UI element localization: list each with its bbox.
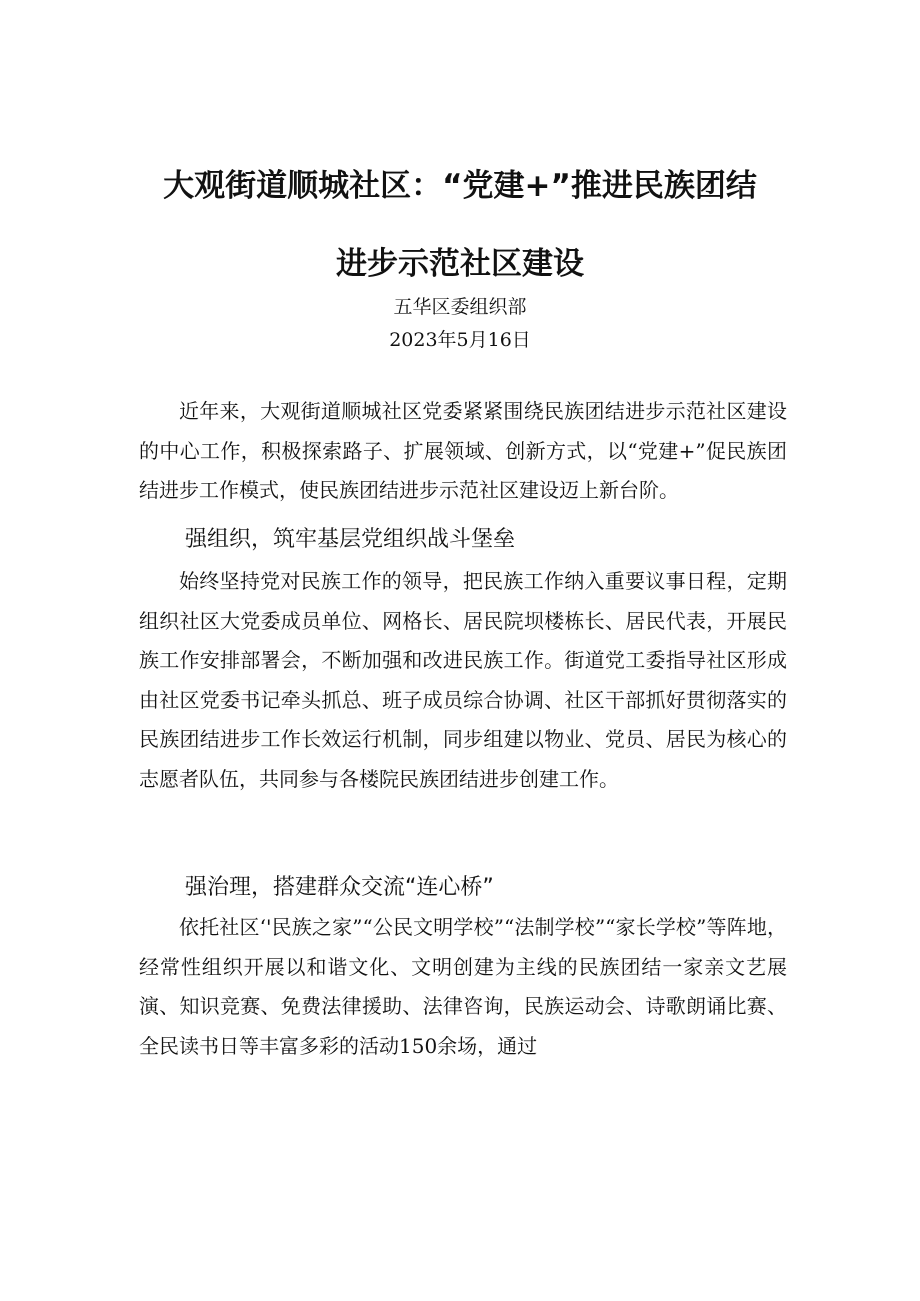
section-paragraph: 始终坚持党对民族工作的领导，把民族工作纳入重要议事日程，定期组织社区大党委成员单位、网格长、居民院坝楼栋长、居民代表，开展民族工作安排部署会，不断加强和改进民族工作。街道党工委指导社区形成由社区党委书记牵头抓总、班子成员综合协调、社区干部抓好贯彻落实的民族团结进步工作长效运行机制，同步组建以物业、党员、居民为核心的志愿者队伍，共同参与各楼院民族团结进步创建工作。: [139, 569, 787, 791]
section-heading: 强组织，筑牢基层党组织战斗堡垒: [185, 527, 516, 552]
title-line-2: 进步示范社区建设: [336, 246, 584, 282]
intro-paragraph: 近年来，大观街道顺城社区党委紧紧围绕民族团结进步示范社区建设的中心工作，积极探索路子、扩展领域、创新方式，以“党建+”促民族团结进步工作模式，使民族团结进步示范社区建设迈上新台阶。: [139, 399, 787, 502]
title-line-1: 大观街道顺城社区：“党建+”推进民族团结: [163, 168, 757, 204]
publish-date: 2023年5月16日: [389, 329, 531, 351]
author: 五华区委组织部: [393, 296, 527, 318]
section-heading: 强治理，搭建群众交流“连心桥”: [185, 875, 494, 900]
section-paragraph: 依托社区‘'民族之家”“公民文明学校”“法制学校”“家长学校”等阵地，经常性组织开展以和谐文化、文明创建为主线的民族团结一家亲文艺展演、知识竞赛、免费法律援助、法律咨询，民族运动会、诗歌朗诵比赛、全民读书日等丰富多彩的活动150余场，通过: [139, 915, 787, 1058]
